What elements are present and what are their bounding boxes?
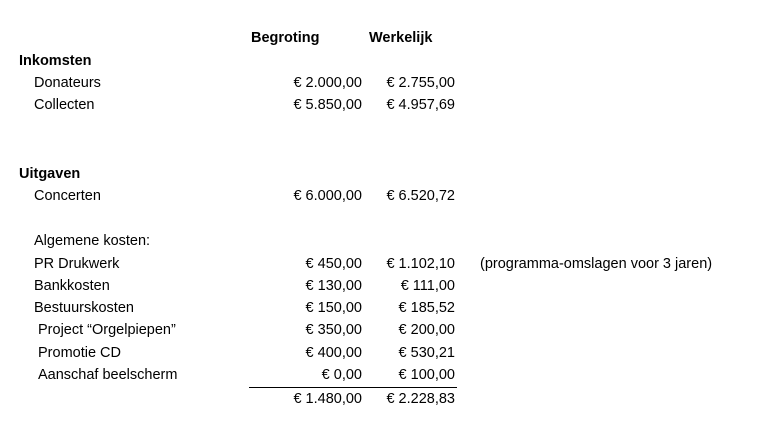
row-label: Bestuurskosten bbox=[34, 300, 134, 316]
row-begroting: € 450,00 bbox=[305, 256, 362, 272]
row-label: Donateurs bbox=[34, 75, 101, 91]
row-label: Project “Orgelpiepen” bbox=[38, 322, 176, 338]
row-label: Collecten bbox=[34, 97, 95, 113]
row-label: PR Drukwerk bbox=[34, 256, 120, 272]
subsection-title-algemene-kosten: Algemene kosten: bbox=[34, 233, 151, 249]
row-label: Concerten bbox=[34, 188, 101, 204]
total-begroting: € 1.480,00 bbox=[293, 391, 362, 407]
row-begroting: € 2.000,00 bbox=[293, 75, 362, 91]
row-begroting: € 6.000,00 bbox=[293, 188, 362, 204]
row-begroting: € 350,00 bbox=[305, 322, 362, 338]
row-werkelijk: € 4.957,69 bbox=[386, 97, 455, 113]
row-werkelijk: € 1.102,10 bbox=[386, 256, 455, 272]
row-label: Aanschaf beelscherm bbox=[38, 367, 178, 383]
row-begroting: € 5.850,00 bbox=[293, 97, 362, 113]
section-title-uitgaven: Uitgaven bbox=[19, 166, 81, 182]
row-begroting: € 130,00 bbox=[305, 278, 362, 294]
row-werkelijk: € 100,00 bbox=[398, 367, 455, 383]
row-werkelijk: € 2.755,00 bbox=[386, 75, 455, 91]
row-label: Promotie CD bbox=[38, 345, 121, 361]
row-begroting: € 150,00 bbox=[305, 300, 362, 316]
total-werkelijk: € 2.228,83 bbox=[386, 391, 455, 407]
row-werkelijk: € 111,00 bbox=[400, 278, 455, 294]
row-begroting: € 400,00 bbox=[305, 345, 362, 361]
row-werkelijk: € 200,00 bbox=[398, 322, 455, 338]
row-werkelijk: € 185,52 bbox=[398, 300, 455, 316]
row-begroting: € 0,00 bbox=[321, 367, 362, 383]
header-werkelijk: Werkelijk bbox=[369, 30, 433, 46]
row-werkelijk: € 530,21 bbox=[398, 345, 455, 361]
section-title-inkomsten: Inkomsten bbox=[19, 53, 92, 69]
row-label: Bankkosten bbox=[34, 278, 110, 294]
header-begroting: Begroting bbox=[251, 30, 320, 46]
row-note: (programma-omslagen voor 3 jaren) bbox=[480, 256, 713, 272]
total-divider bbox=[249, 387, 457, 388]
row-werkelijk: € 6.520,72 bbox=[386, 188, 455, 204]
